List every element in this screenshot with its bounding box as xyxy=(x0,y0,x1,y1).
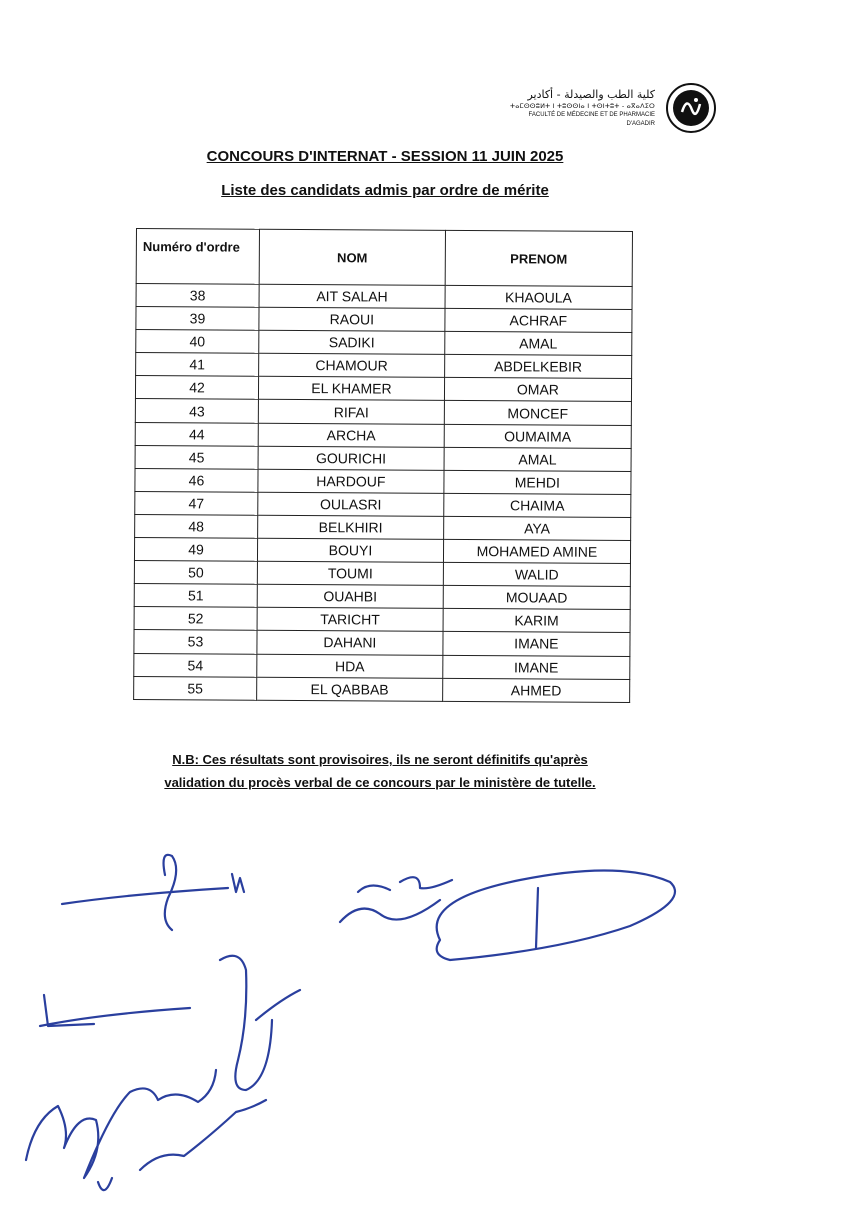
table-row xyxy=(134,676,630,702)
cell-nom: EL QABBAB xyxy=(257,677,443,701)
cell-num: 47 xyxy=(135,491,258,515)
cell-nom: HARDOUF xyxy=(258,469,444,493)
cell-num: 52 xyxy=(134,607,257,631)
cell-num: 53 xyxy=(134,630,257,654)
signature-6-stroke xyxy=(26,1070,216,1178)
cell-prenom: AYA xyxy=(443,516,630,540)
signature-3-stem xyxy=(536,888,538,948)
cell-num: 43 xyxy=(135,399,258,423)
faculty-name-arabic: كلية الطب والصيدلة - أكادير xyxy=(527,88,655,101)
cell-prenom: IMANE xyxy=(443,655,630,679)
cell-prenom: AMAL xyxy=(444,447,631,471)
cell-nom: RAOUI xyxy=(259,307,445,331)
faculty-name-french: FACULTÉ DE MÉDECINE ET DE PHARMACIE D'AGADIR xyxy=(528,112,655,127)
signature-2-flourish xyxy=(340,877,452,922)
page-title: CONCOURS D'INTERNAT - SESSION 11 JUIN 2025 xyxy=(206,148,564,165)
cell-prenom: MOHAMED AMINE xyxy=(443,539,630,563)
cell-prenom: OMAR xyxy=(444,378,631,402)
cell-num: 55 xyxy=(134,676,257,700)
cell-nom: RIFAI xyxy=(258,400,444,424)
cell-nom: BELKHIRI xyxy=(258,515,444,539)
cell-nom: CHAMOUR xyxy=(259,354,445,378)
cell-prenom: MONCEF xyxy=(444,401,631,425)
table-row xyxy=(135,468,631,494)
signature-4-stroke xyxy=(220,956,300,1090)
cell-num: 42 xyxy=(135,376,258,400)
cell-prenom: AMAL xyxy=(445,332,632,356)
table-row xyxy=(135,399,631,425)
table-row xyxy=(136,353,632,379)
faculty-logo xyxy=(505,82,720,142)
table-body xyxy=(134,284,633,703)
university-emblem-icon xyxy=(665,82,717,134)
note-line-1: N.B: Ces résultats sont provisoires, ils ne seront définitifs qu'après xyxy=(172,752,588,767)
cell-num: 48 xyxy=(135,514,258,538)
page-subtitle: Liste des candidats admis par ordre de mérite xyxy=(221,182,549,199)
cell-nom: AIT SALAH xyxy=(259,284,445,308)
signatures-area xyxy=(0,830,861,1218)
cell-prenom: ABDELKEBIR xyxy=(444,355,631,379)
signature-3-loop xyxy=(437,870,675,960)
table-row xyxy=(135,514,631,540)
cell-num: 45 xyxy=(135,445,258,469)
cell-prenom: MEHDI xyxy=(444,470,631,494)
table-row xyxy=(135,491,631,517)
cell-num: 49 xyxy=(134,538,257,562)
cell-num: 46 xyxy=(135,468,258,492)
cell-prenom: KARIM xyxy=(443,609,630,633)
cell-num: 39 xyxy=(136,307,259,331)
cell-prenom: IMANE xyxy=(443,632,630,656)
cell-nom: DAHANI xyxy=(257,631,443,655)
table-header-row xyxy=(136,229,632,287)
table-row xyxy=(136,307,632,333)
table-row xyxy=(135,376,631,402)
cell-num: 54 xyxy=(134,653,257,677)
table-row xyxy=(135,422,631,448)
table-row xyxy=(134,630,630,656)
signature-5-stroke xyxy=(40,995,190,1026)
table-row xyxy=(134,607,630,633)
cell-num: 41 xyxy=(136,353,259,377)
cell-nom: TOUMI xyxy=(257,561,443,585)
header-nom: NOM xyxy=(259,229,445,285)
header-num: Numéro d'ordre xyxy=(136,229,259,285)
table-row xyxy=(136,330,632,356)
results-table xyxy=(133,228,633,703)
cell-nom: HDA xyxy=(257,654,443,678)
cell-num: 40 xyxy=(136,330,259,354)
note-line-2: validation du procès verbal de ce concours par le ministère de tutelle. xyxy=(164,775,596,790)
signature-1-stroke xyxy=(62,855,228,930)
table-row xyxy=(134,561,630,587)
signature-6-tail xyxy=(98,1100,266,1190)
table-row xyxy=(134,584,630,610)
cell-prenom: AHMED xyxy=(442,678,629,702)
cell-prenom: WALID xyxy=(443,563,630,587)
header-prenom: PRENOM xyxy=(445,230,633,286)
signature-1-mark xyxy=(232,874,244,892)
cell-nom: OULASRI xyxy=(258,492,444,516)
cell-prenom: OUMAIMA xyxy=(444,424,631,448)
cell-nom: SADIKI xyxy=(259,330,445,354)
cell-prenom: MOUAAD xyxy=(443,586,630,610)
cell-nom: TARICHT xyxy=(257,608,443,632)
cell-nom: EL KHAMER xyxy=(259,377,445,401)
cell-num: 50 xyxy=(134,561,257,585)
table-row xyxy=(135,445,631,471)
cell-prenom: KHAOULA xyxy=(445,285,632,309)
table-row xyxy=(134,653,630,679)
faculty-name xyxy=(505,88,655,129)
cell-prenom: CHAIMA xyxy=(444,493,631,517)
cell-nom: OUAHBI xyxy=(257,584,443,608)
faculty-name-tifinagh: ⵜⴰⵎⵙⵙⵓⵍⵜ ⵏ ⵜⵓⵙⵙⵏⴰ ⵏ ⵜⵙⵏⵜⵓⵜ - ⴰⴳⴰⴷⵉⵔ xyxy=(510,102,655,110)
table-row xyxy=(136,284,632,310)
cell-nom: BOUYI xyxy=(258,538,444,562)
cell-num: 51 xyxy=(134,584,257,608)
cell-nom: ARCHA xyxy=(258,423,444,447)
table-row xyxy=(134,538,630,564)
cell-num: 44 xyxy=(135,422,258,446)
cell-nom: GOURICHI xyxy=(258,446,444,470)
cell-num: 38 xyxy=(136,284,259,308)
cell-prenom: ACHRAF xyxy=(445,308,632,332)
